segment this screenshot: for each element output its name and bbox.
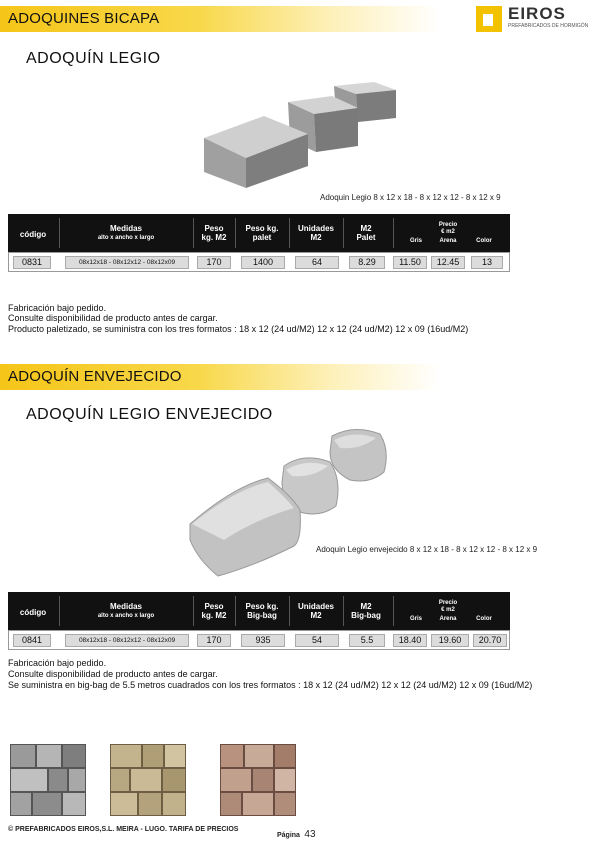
header-m2-palet: M2 Palet <box>356 224 376 242</box>
header-peso-m2: Peso kg. M2 <box>201 224 227 242</box>
logo-mark-icon <box>476 6 502 32</box>
footer-page <box>277 824 316 842</box>
header-peso-palet: Peso kg. palet <box>245 224 279 242</box>
swatch-gris-image <box>10 744 86 816</box>
logo-tagline: PREFABRICADOS DE HORMIGÓN <box>508 23 589 29</box>
cell-unidades: 64 <box>295 256 339 269</box>
cell-arena: 19.60 <box>431 634 469 647</box>
table-row <box>8 630 510 650</box>
swatch-arena-image <box>110 744 186 816</box>
header-medidas: Medidas alto x ancho x largo <box>97 224 155 241</box>
header-precio: Precio € m2 Arena <box>438 222 458 244</box>
page-number: 43 <box>304 829 316 840</box>
header-peso-m2: Peso kg. M2 <box>201 602 227 620</box>
note-line: Consulte disponibilidad de producto antes de cargar. <box>8 313 218 323</box>
section-title: ADOQUÍN ENVEJECIDO <box>8 368 182 385</box>
cell-m2: 8.29 <box>349 256 385 269</box>
product-title: ADOQUÍN LEGIO <box>26 50 161 67</box>
cell-arena: 12.45 <box>431 256 465 269</box>
table-header <box>8 214 510 252</box>
header-gris: Gris <box>409 616 422 622</box>
footer-copyright: © PREFABRICADOS EIROS,S.L. MEIRA - LUGO. TARIFA DE PRECIOS <box>8 826 239 833</box>
cell-gris: 18.40 <box>393 634 427 647</box>
cell-codigo: 0831 <box>13 256 51 269</box>
header-unidades: Unidades M2 <box>297 602 334 620</box>
product-caption: Adoquin Legio 8 x 12 x 18 - 8 x 12 x 12 - 8 x 12 x 9 <box>320 193 501 202</box>
section-bar-envejecido <box>0 364 440 390</box>
cell-medidas: 08x12x18 - 08x12x12 - 08x12x09 <box>65 634 189 647</box>
cell-color: 20.70 <box>473 634 507 647</box>
header-m2-bigbag: M2 Big-bag <box>351 602 381 620</box>
table-header <box>8 592 510 630</box>
cell-m2: 5.5 <box>349 634 385 647</box>
eiros-logo <box>476 4 592 34</box>
product-title: ADOQUÍN LEGIO ENVEJECIDO <box>26 406 273 423</box>
note-line: Fabricación bajo pedido. <box>8 303 107 313</box>
header-gris: Gris <box>409 238 422 244</box>
cell-peso: 170 <box>197 634 231 647</box>
cell-peso: 170 <box>197 256 231 269</box>
product-image-legio-envejecido <box>184 420 400 580</box>
cell-medidas: 08x12x18 - 08x12x12 - 08x12x09 <box>65 256 189 269</box>
header-color: Color <box>476 238 492 244</box>
product-image-legio <box>196 76 416 188</box>
note-line: Se suministra en big-bag de 5.5 metros cuadrados con los tres formatos : 18 x 12 (24 ud/M2) 12 x 12 (24 ud/M2) 12 x 09 (16ud/M2) <box>8 680 533 690</box>
table-row <box>8 252 510 272</box>
header-peso-bigbag: Peso kg. Big-bag <box>245 602 279 620</box>
cell-codigo: 0841 <box>13 634 51 647</box>
note-line: Producto paletizado, se suministra con los tres formatos : 18 x 12 (24 ud/M2) 12 x 12 (24 ud/M2) 12 x 09 (16ud/M2) <box>8 324 469 334</box>
swatch-color-image <box>220 744 296 816</box>
header-medidas: Medidas alto x ancho x largo <box>97 602 155 619</box>
section-bar-bicapa <box>0 6 440 32</box>
cell-color: 13 <box>471 256 503 269</box>
note-line: Consulte disponibilidad de producto antes de cargar. <box>8 669 218 679</box>
cell-gris: 11.50 <box>393 256 427 269</box>
note-line: Fabricación bajo pedido. <box>8 658 107 668</box>
header-codigo: código <box>19 608 47 617</box>
cell-unidades: 54 <box>295 634 339 647</box>
cell-peso-palet: 1400 <box>241 256 285 269</box>
header-unidades: Unidades M2 <box>297 224 334 242</box>
product-caption: Adoquin Legio envejecido 8 x 12 x 18 - 8 x 12 x 12 - 8 x 12 x 9 <box>316 545 538 554</box>
cell-peso-bigbag: 935 <box>241 634 285 647</box>
header-color: Color <box>476 616 492 622</box>
page-label: Página <box>277 832 300 839</box>
header-precio: Precio € m2 Arena <box>438 600 458 622</box>
logo-name: EIROS <box>508 4 566 23</box>
section-title: ADOQUINES BICAPA <box>8 10 160 27</box>
header-codigo: código <box>19 230 47 239</box>
